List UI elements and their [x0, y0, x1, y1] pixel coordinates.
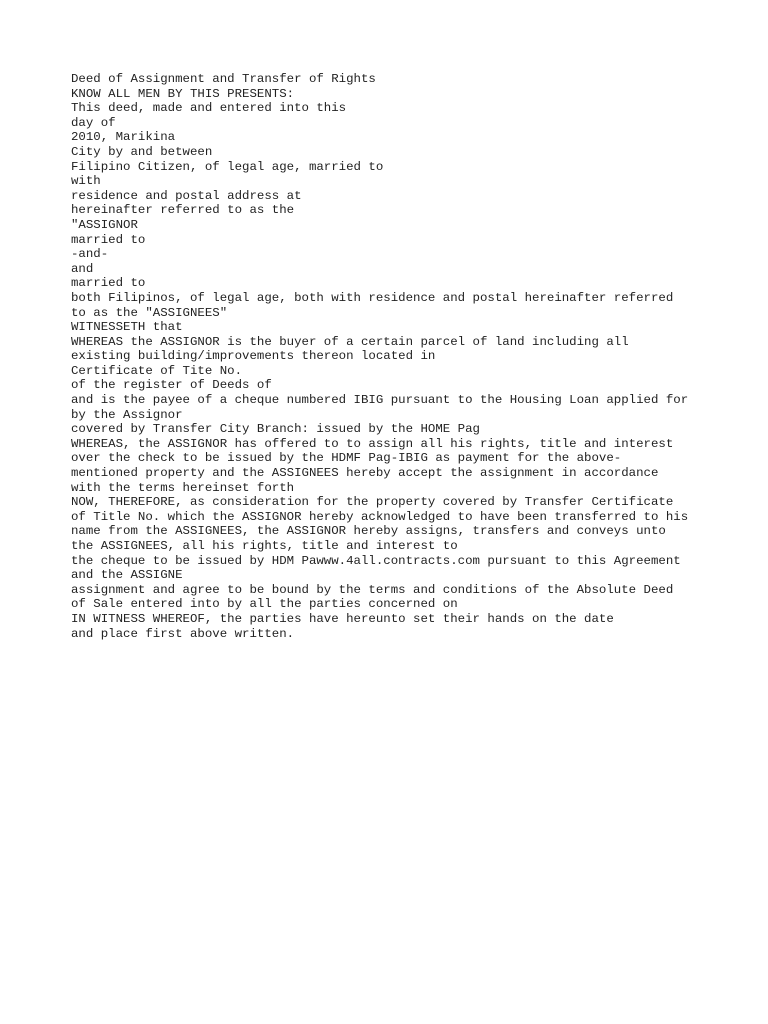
document-line: City by and between [71, 144, 213, 159]
document-body [71, 72, 711, 641]
document-line: with [71, 174, 101, 189]
document-line: assignment and agree to be bound by the terms and conditions of the Absolute Deed [71, 582, 674, 597]
document-line: Deed of Assignment and Transfer of Rights [71, 72, 376, 86]
document-line: residence and postal address at [71, 188, 302, 203]
document-line: to as the "ASSIGNEES" [71, 305, 228, 320]
document-line: existing building/improvements thereon located in [71, 349, 436, 364]
document-line: mentioned property and the ASSIGNEES hereby accept the assignment in accordance [71, 466, 659, 481]
document-line: by the Assignor [71, 407, 183, 422]
document-line: -and- [71, 247, 109, 262]
document-line: day of [71, 115, 116, 130]
document-line: of Title No. which the ASSIGNOR hereby acknowledged to have been transferred to his [71, 509, 689, 524]
document-line: WHEREAS the ASSIGNOR is the buyer of a certain parcel of land including all [71, 334, 629, 349]
document-line: the ASSIGNEES, all his rights, title and interest to [71, 539, 458, 553]
document-line: married to [71, 276, 146, 291]
document-line: covered by Transfer City Branch: issued by the HOME Pag [71, 422, 480, 437]
document-line: and the ASSIGNE [71, 568, 183, 583]
document-line: hereinafter referred to as the [71, 203, 295, 218]
document-line: the cheque to be issued by HDM Pawww.4all.contracts.com pursuant to this Agreement [71, 553, 681, 568]
document-line: and place first above written. [71, 626, 295, 641]
document-line: WHEREAS, the ASSIGNOR has offered to to assign all his rights, title and interest [71, 436, 674, 451]
document-line: name from the ASSIGNEES, the ASSIGNOR hereby assigns, transfers and conveys unto [71, 524, 666, 539]
document-line: 2010, Marikina [71, 130, 176, 145]
document-line: over the check to be issued by the HDMF Pag-IBIG as payment for the above- [71, 451, 622, 466]
document-line: "ASSIGNOR [71, 217, 138, 232]
document-line: of Sale entered into by all the parties concerned on [71, 597, 458, 612]
document-line: married to [71, 232, 146, 247]
document-line: This deed, made and entered into this [71, 101, 347, 116]
document-line: NOW, THEREFORE, as consideration for the property covered by Transfer Certificate [71, 495, 674, 510]
document-line: Filipino Citizen, of legal age, married to [71, 159, 384, 174]
document-line: both Filipinos, of legal age, both with residence and postal hereinafter referred [71, 290, 674, 305]
document-line: Certificate of Tite No. [71, 363, 243, 378]
document-line: and [71, 261, 94, 276]
document-line: KNOW ALL MEN BY THIS PRESENTS: [71, 86, 295, 101]
document-line: with the terms hereinset forth [71, 480, 295, 495]
document-line: WITNESSETH that [71, 320, 183, 335]
document-line: of the register of Deeds of [71, 378, 272, 393]
document-line: IN WITNESS WHEREOF, the parties have hereunto set their hands on the date [71, 611, 614, 626]
document-line: and is the payee of a cheque numbered IBIG pursuant to the Housing Loan applied for [71, 393, 689, 408]
